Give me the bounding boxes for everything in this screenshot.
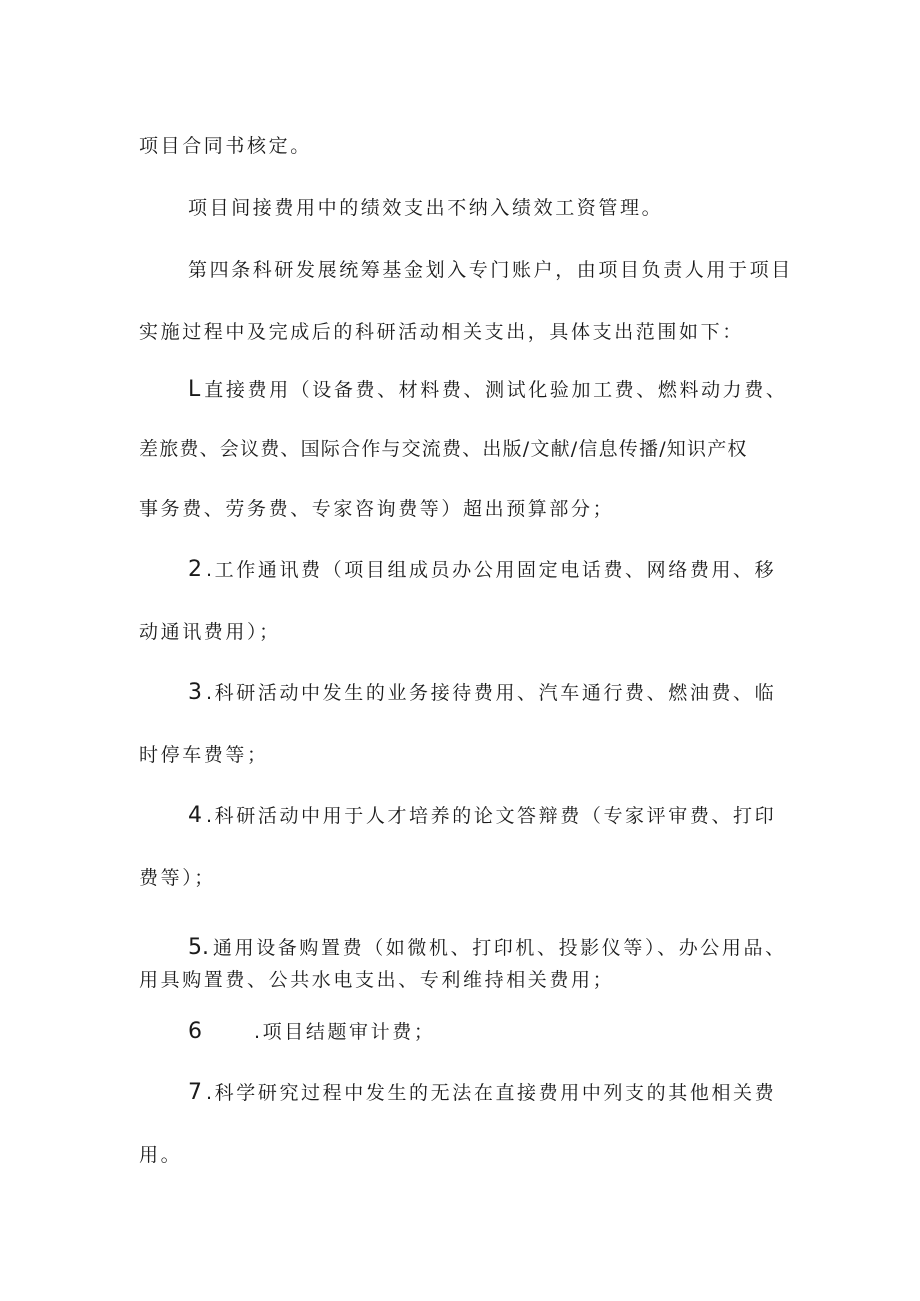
text-line: 项目间接费用中的绩效支出不纳入绩效工资管理。 xyxy=(188,197,664,219)
list-item: L 直接费用（设备费、材料费、测试化验加工费、燃料动力费、 xyxy=(188,377,788,402)
text-line: 事务费、劳务费、专家咨询费等）超出预算部分； xyxy=(139,498,615,520)
list-item: 5. 通用设备购置费（如微机、打印机、投影仪等）、办公用品、 xyxy=(188,935,787,960)
text-line: 时停车费等； xyxy=(139,744,269,766)
text-line: 动通讯费用）； xyxy=(139,621,281,643)
list-item: 2 .工作通讯费（项目组成员办公用固定电话费、网络费用、移 xyxy=(188,557,777,582)
item-number: 4 xyxy=(188,803,202,828)
text-line: 用具购置费、公共水电支出、专利维持相关费用； xyxy=(139,969,615,991)
article-heading-line: 第四条科研发展统筹基金划入专门账户，由项目负责人用于项目 xyxy=(188,259,793,281)
item-number: L xyxy=(188,377,201,402)
item-number: 2 xyxy=(188,557,202,582)
item-number: 5. xyxy=(188,935,209,960)
text-line: 差旅费、会议费、国际合作与交流费、出版/文献/信息传播/知识产权 xyxy=(139,438,748,460)
list-item: 4 .科研活动中用于人才培养的论文答辩费（专家评审费、打印 xyxy=(188,803,777,828)
list-item: 6 .项目结题审计费； xyxy=(188,1019,436,1044)
text-line: 项目合同书核定。 xyxy=(139,135,312,157)
item-number: 6 xyxy=(188,1019,202,1044)
text-line: 费等）； xyxy=(139,867,216,889)
item-number: 3 xyxy=(188,680,202,705)
list-item: 7 .科学研究过程中发生的无法在直接费用中列支的其他相关费 xyxy=(188,1080,777,1105)
text-line: 用。 xyxy=(139,1144,183,1166)
list-item: 3 .科研活动中发生的业务接待费用、汽车通行费、燃油费、临 xyxy=(188,680,777,705)
text-line: 实施过程中及完成后的科研活动相关支出，具体支出范围如下： xyxy=(139,321,744,343)
item-number: 7 xyxy=(188,1080,202,1105)
